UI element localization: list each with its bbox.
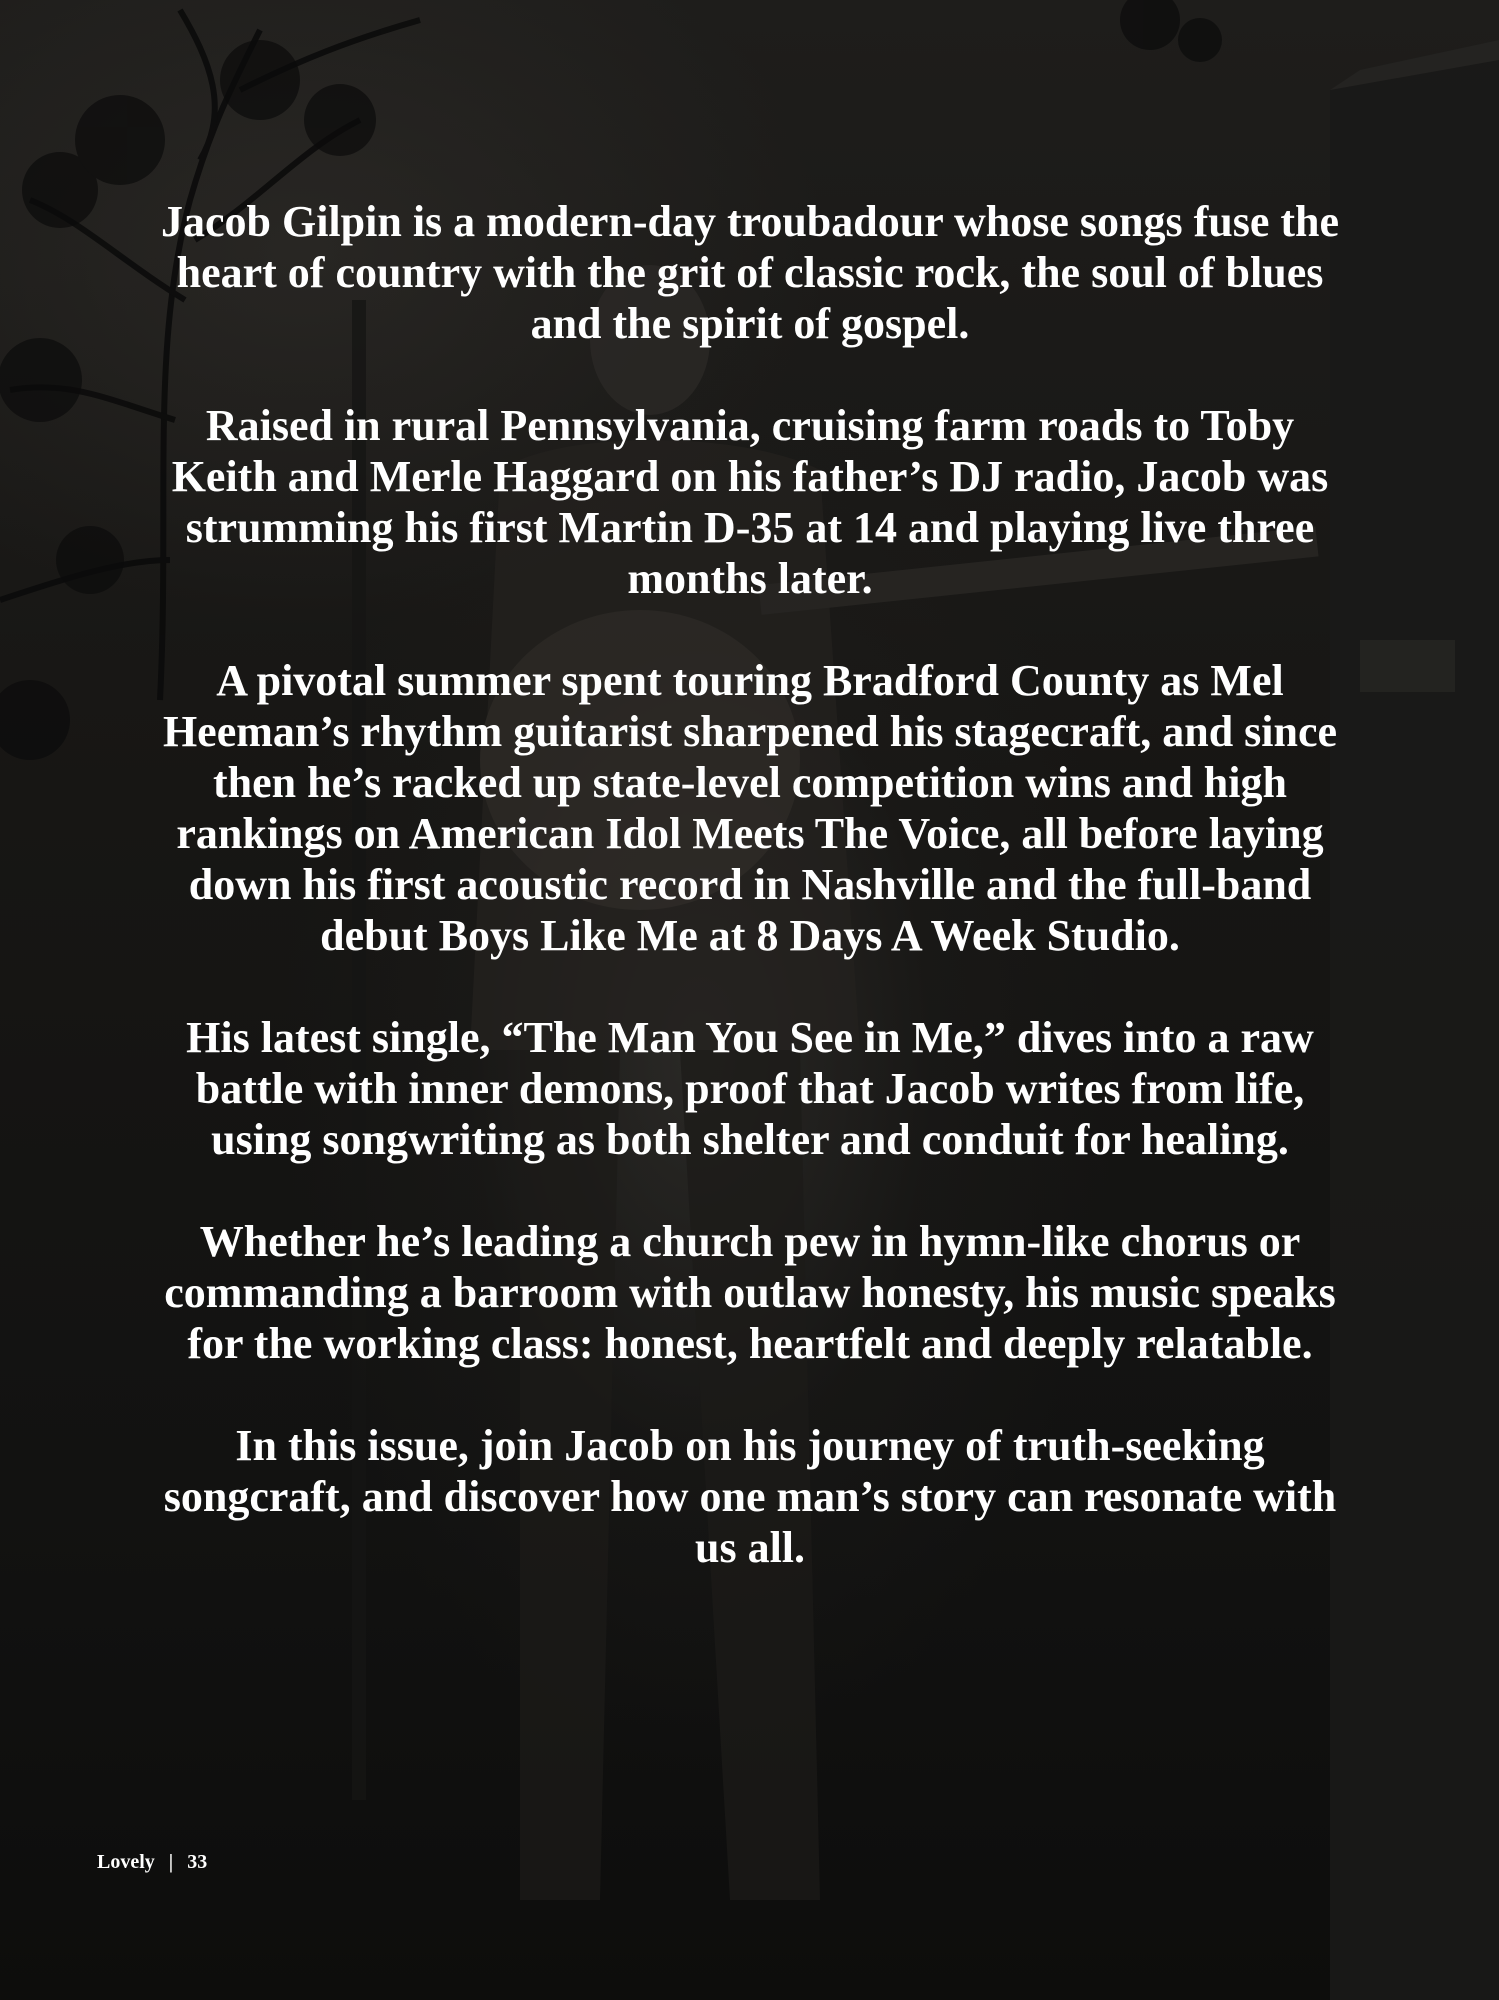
- single-paragraph: His latest single, “The Man You See in Me,” dives into a raw battle with inner demons, proof that Jacob writes from life, using songwriting as both shelter and conduit for healing.: [186, 1013, 1314, 1164]
- music-paragraph: Whether he’s leading a church pew in hymn-like chorus or commanding a barroom with outlaw honesty, his music speaks for the working class: honest, heartfelt and deeply relatable.: [164, 1217, 1336, 1368]
- footer-separator: |: [168, 1851, 174, 1873]
- building-shape: [1330, 60, 1499, 2000]
- magazine-name: Lovely: [97, 1851, 155, 1873]
- career-paragraph: A pivotal summer spent touring Bradford County as Mel Heeman’s rhythm guitarist sharpened his stagecraft, and since then he’s racked up state-level competition wins and high rankings on American Idol Meets The Voice, all before laying down his first acoustic record in Nashville and the full-band debut Boys Like Me at 8 Days A Week Studio.: [162, 656, 1338, 960]
- page-number: 33: [187, 1851, 208, 1873]
- intro-paragraph: Jacob Gilpin is a modern-day troubadour whose songs fuse the heart of country with the grit of classic rock, the soul of blues and the spirit of gospel.: [160, 197, 1339, 348]
- closing-paragraph: In this issue, join Jacob on his journey of truth-seeking songcraft, and discover how one man’s story can resonate with us all.: [163, 1421, 1337, 1572]
- upbringing-paragraph: Raised in rural Pennsylvania, cruising farm roads to Toby Keith and Merle Haggard on his father’s DJ radio, Jacob was strumming his first Martin D-35 at 14 and playing live three months later.: [171, 401, 1329, 603]
- article-body: [150, 196, 1350, 1624]
- page-footer: [97, 1850, 207, 1874]
